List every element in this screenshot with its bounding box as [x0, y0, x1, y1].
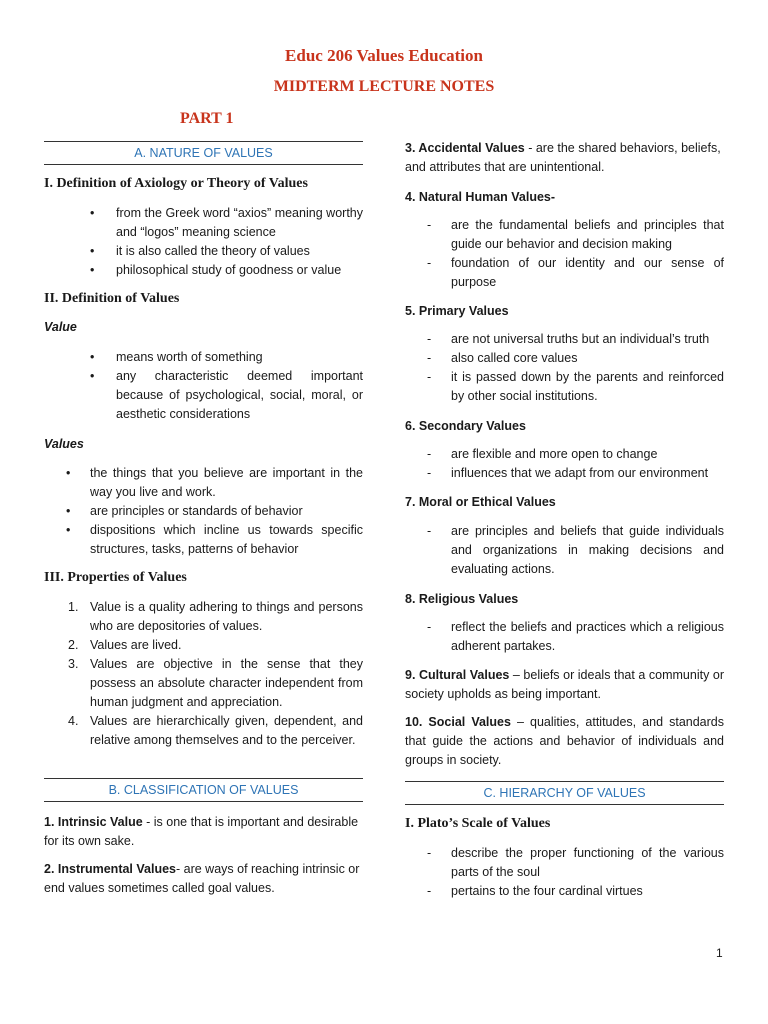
list-item: - also called core values [427, 351, 578, 365]
values-list [66, 464, 363, 559]
list-item: • means worth of something [90, 350, 263, 364]
values-label: Values [44, 437, 84, 451]
primary-values-title: 5. Primary Values [405, 304, 509, 318]
intrinsic-value-paragraph: 1. Intrinsic Value - is one that is important and desirable for its own sake. [44, 815, 359, 848]
list-item: - describe the proper functioning of the various parts of the soul [427, 846, 724, 879]
plato-list [427, 844, 724, 901]
religious-values-title: 8. Religious Values [405, 592, 519, 606]
heading-axiology: I. Definition of Axiology or Theory of Values [44, 176, 308, 191]
list-item: - reflect the beliefs and practices which a religious adherent partakes. [427, 620, 724, 653]
list-item: - are principles and beliefs that guide individuals and organizations in making decisions and evaluating actions. [427, 524, 724, 576]
value-label: Value [44, 320, 77, 334]
part-label: PART 1 [180, 110, 234, 127]
secondary-values-title: 6. Secondary Values [405, 419, 526, 433]
list-item: - foundation of our identity and our sense of purpose [427, 256, 724, 289]
list-item: - are not universal truths but an individual’s truth [427, 332, 710, 346]
list-item: • from the Greek word “axios” meaning worthy and “logos” meaning science [90, 206, 363, 239]
list-item: • dispositions which incline us towards specific structures, tasks, patterns of behavior [66, 523, 363, 556]
list-item: - pertains to the four cardinal virtues [427, 884, 643, 898]
natural-values-title: 4. Natural Human Values- [405, 190, 556, 204]
moral-values-list [427, 522, 724, 579]
list-item: 3. Values are objective in the sense that they possess an absolute character independent from human judgment and appreciation. [68, 657, 363, 709]
religious-values-list [427, 618, 724, 656]
heading-definition-of-values: II. Definition of Values [44, 291, 180, 306]
section-heading-classification-of-values: B. CLASSIFICATION OF VALUES [44, 778, 363, 802]
properties-list [68, 598, 363, 750]
document-subtitle: MIDTERM LECTURE NOTES [273, 78, 495, 95]
list-item: 4. Values are hierarchically given, dependent, and relative among themselves and to the perceiver. [68, 714, 363, 747]
list-item: • philosophical study of goodness or value [90, 263, 342, 277]
social-values-paragraph: 10. Social Values – qualities, attitudes, and standards that guide the actions and behavior of individuals and groups in society. [405, 715, 724, 767]
section-heading-nature-of-values: A. NATURE OF VALUES [44, 141, 363, 165]
accidental-values-paragraph: 3. Accidental Values - are the shared behaviors, beliefs, and attributes that are unintentional. [405, 141, 721, 174]
list-item: • it is also called the theory of values [90, 244, 310, 258]
list-item: - are flexible and more open to change [427, 447, 658, 461]
list-item: - influences that we adapt from our environment [427, 466, 709, 480]
list-item: 1. Value is a quality adhering to things and persons who are depositories of values. [68, 600, 363, 633]
primary-values-list [427, 330, 724, 406]
axiology-list [90, 204, 363, 280]
list-item: • are principles or standards of behavior [66, 504, 303, 518]
list-item: - it is passed down by the parents and reinforced by other social institutions. [427, 370, 724, 403]
natural-values-list [427, 216, 724, 292]
cultural-values-paragraph: 9. Cultural Values – beliefs or ideals that a community or society upholds as being important. [405, 668, 724, 701]
page-number: 1 [716, 946, 723, 960]
list-item: - are the fundamental beliefs and principles that guide our behavior and decision making [427, 218, 724, 251]
secondary-values-list [427, 445, 724, 483]
heading-properties-of-values: III. Properties of Values [44, 570, 187, 585]
list-item: • any characteristic deemed important because of psychological, social, moral, or aesthetic considerations [90, 369, 363, 421]
instrumental-values-paragraph: 2. Instrumental Values- are ways of reaching intrinsic or end values sometimes called goal values. [44, 862, 360, 895]
document-title: Educ 206 Values Education [285, 46, 483, 65]
value-list [90, 348, 363, 424]
section-heading-hierarchy-of-values: C. HIERARCHY OF VALUES [405, 781, 724, 805]
list-item: 2. Values are lived. [68, 638, 182, 652]
moral-values-title: 7. Moral or Ethical Values [405, 495, 556, 509]
heading-platos-scale: I. Plato’s Scale of Values [405, 816, 551, 831]
list-item: • the things that you believe are important in the way you live and work. [66, 466, 363, 499]
